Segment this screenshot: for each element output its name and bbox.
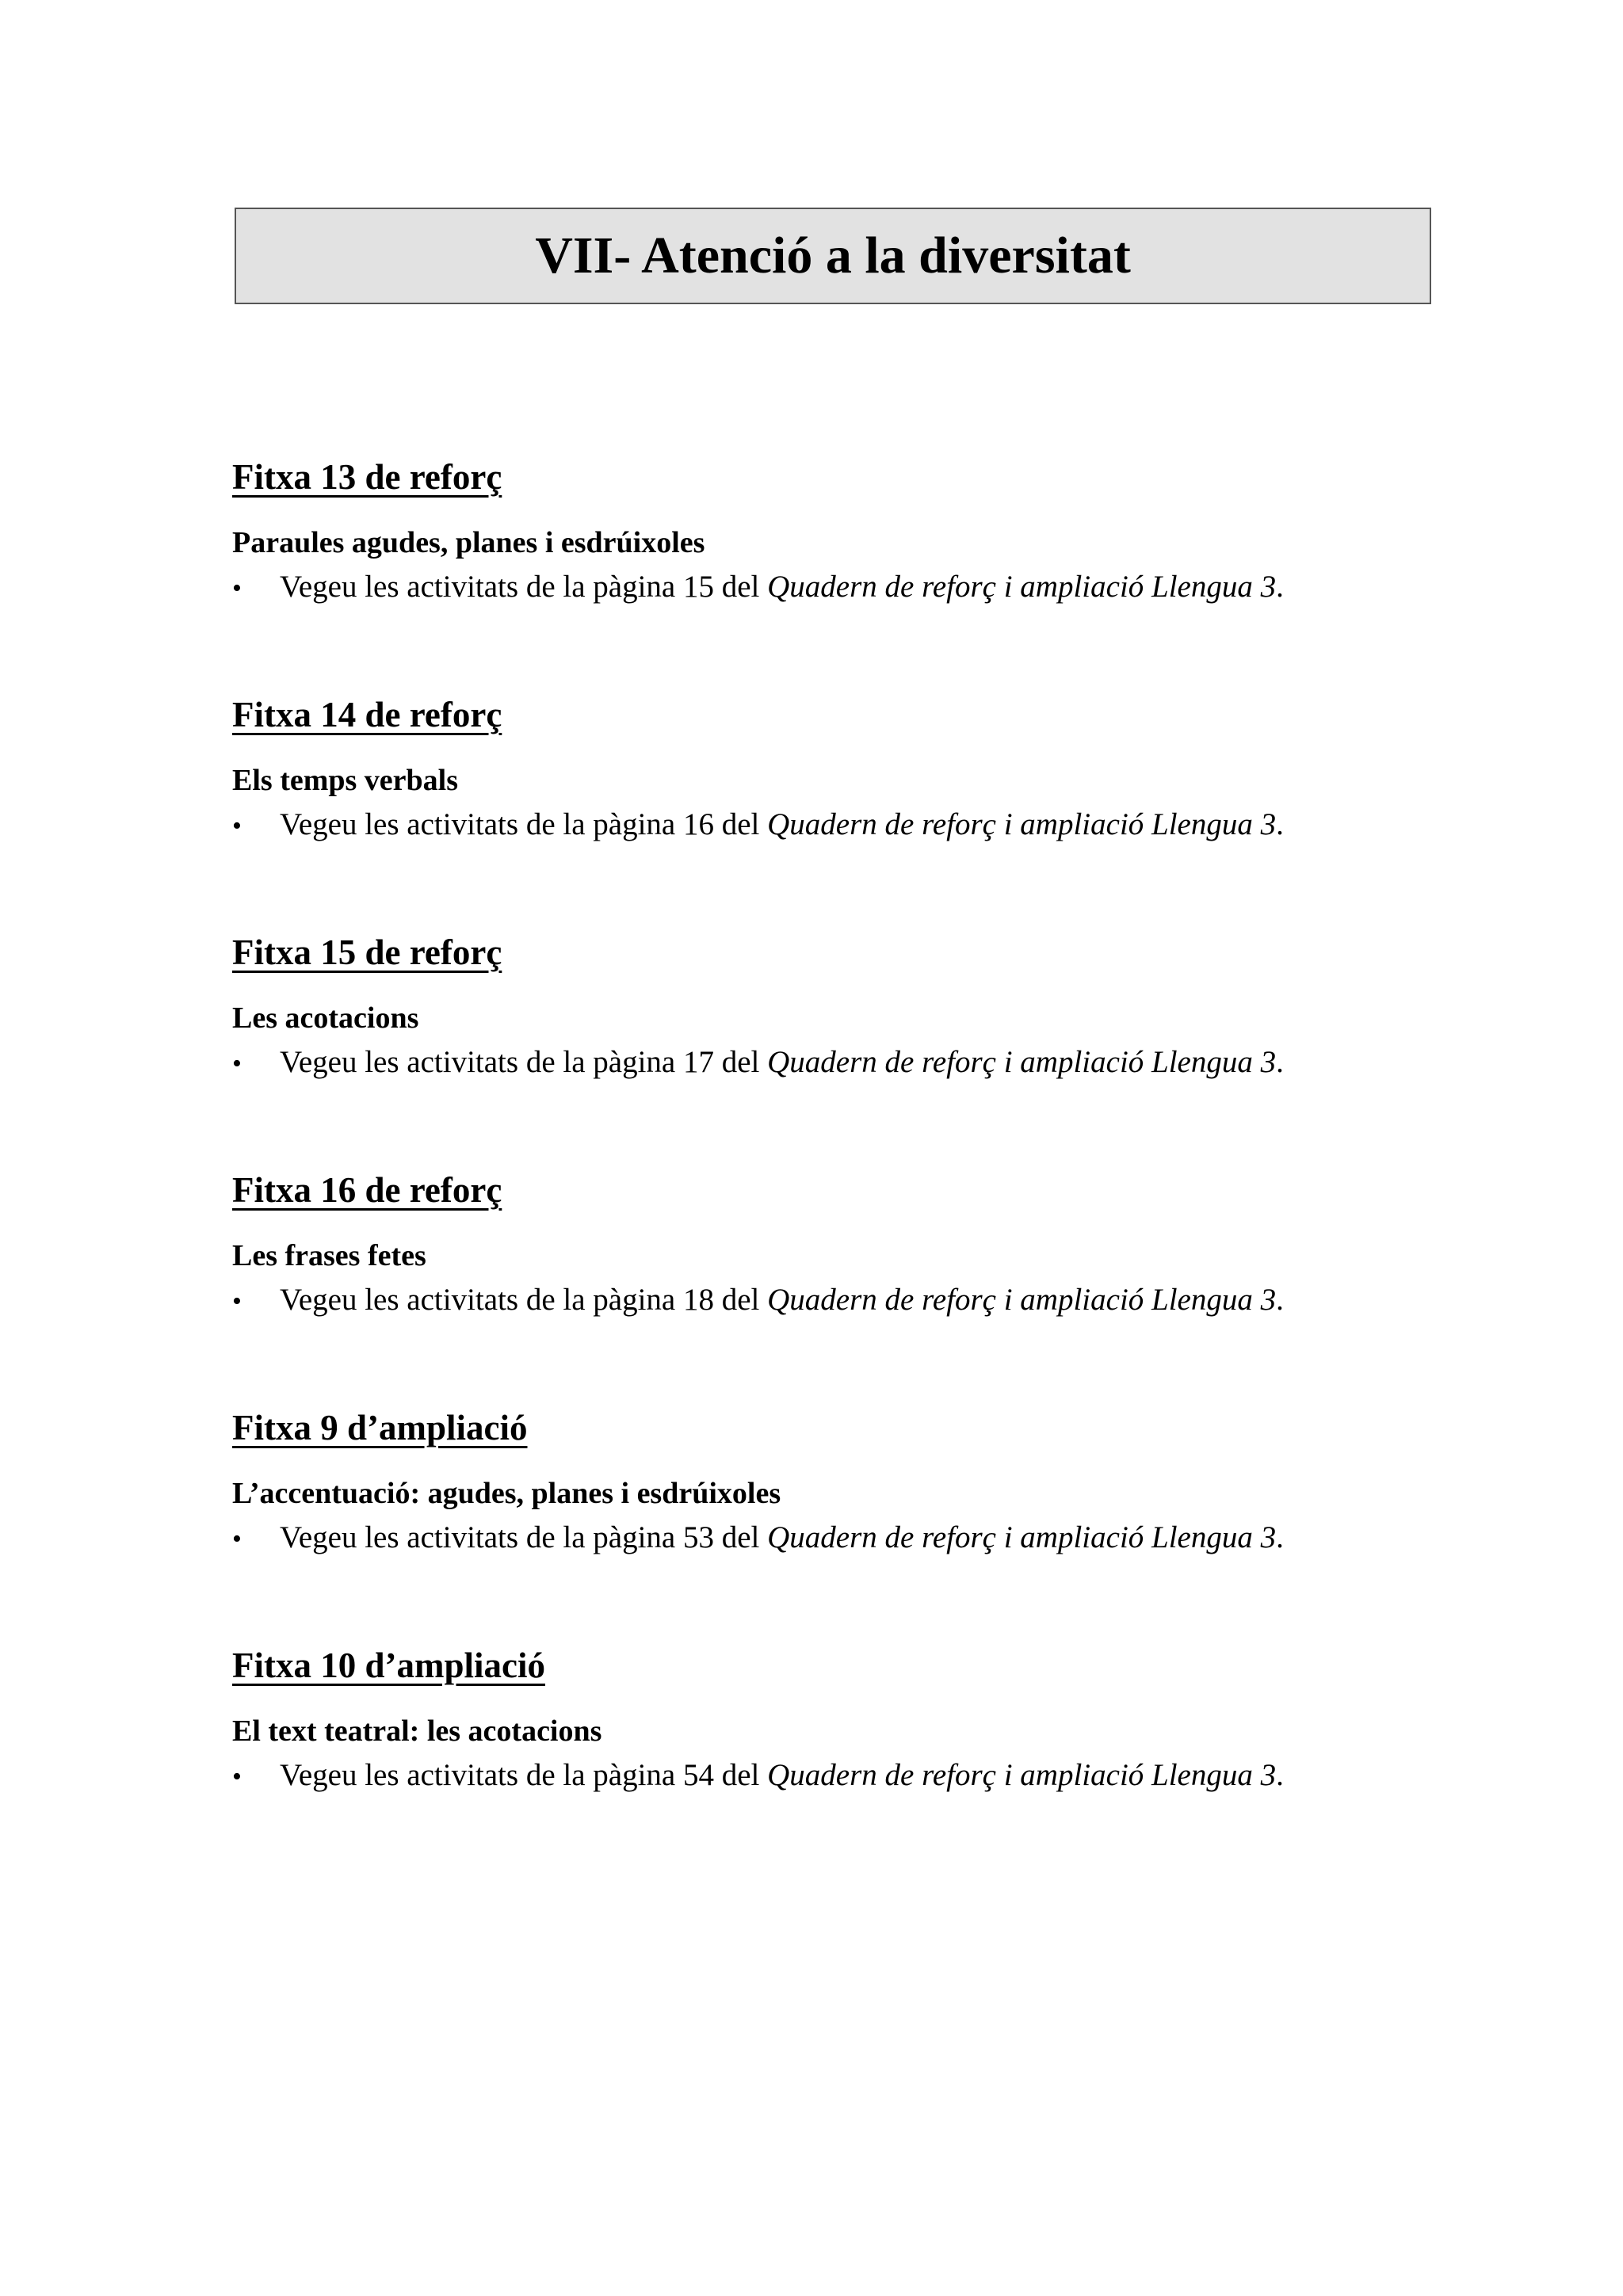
bullet-icon: • — [232, 811, 242, 841]
sections-list — [232, 448, 1532, 1875]
section-heading: Fitxa 9 d’ampliació — [232, 1408, 528, 1447]
section-subtitle: Les acotacions — [232, 1001, 419, 1035]
bullet-item — [232, 1284, 1532, 1315]
section-subtitle: El text teatral: les acotacions — [232, 1714, 602, 1748]
bullet-text-prefix: Vegeu les activitats de la pàgina 54 del — [280, 1758, 768, 1792]
bullet-text-suffix: . — [1276, 1758, 1284, 1792]
bullet-item — [232, 1760, 1532, 1791]
title-box — [235, 208, 1431, 304]
bullet-item — [232, 809, 1532, 840]
bullet-text — [280, 1760, 1284, 1791]
bullet-icon: • — [232, 1049, 242, 1078]
bullet-item — [232, 571, 1532, 602]
book-title: Quadern de reforç i ampliació Llengua 3 — [767, 1283, 1277, 1317]
section-heading: Fitxa 14 de reforç — [232, 695, 502, 734]
section-fitxa-15-reforc — [232, 924, 1532, 1161]
bullet-text-prefix: Vegeu les activitats de la pàgina 18 del — [280, 1283, 768, 1317]
section-heading: Fitxa 10 d’ampliació — [232, 1646, 545, 1685]
bullet-text — [280, 1522, 1284, 1553]
bullet-text-suffix: . — [1276, 570, 1284, 604]
bullet-text-suffix: . — [1276, 1283, 1284, 1317]
section-fitxa-10-ampliacio — [232, 1637, 1532, 1875]
section-heading: Fitxa 13 de reforç — [232, 457, 502, 497]
section-fitxa-9-ampliacio — [232, 1399, 1532, 1637]
bullet-text — [280, 1284, 1284, 1315]
section-fitxa-13-reforc — [232, 448, 1532, 686]
bullet-text-suffix: . — [1276, 1045, 1284, 1079]
section-subtitle: Paraules agudes, planes i esdrúixoles — [232, 526, 705, 559]
book-title: Quadern de reforç i ampliació Llengua 3 — [767, 1758, 1277, 1792]
bullet-text — [280, 1047, 1284, 1077]
bullet-text — [280, 571, 1284, 602]
section-fitxa-14-reforc — [232, 686, 1532, 924]
book-title: Quadern de reforç i ampliació Llengua 3 — [767, 1520, 1277, 1554]
bullet-item — [232, 1522, 1532, 1553]
page-title: VII- Atenció a la diversitat — [535, 227, 1131, 284]
section-fitxa-16-reforc — [232, 1161, 1532, 1399]
section-subtitle: L’accentuació: agudes, planes i esdrúixoles — [232, 1477, 781, 1510]
bullet-text-suffix: . — [1276, 1520, 1284, 1554]
bullet-text — [280, 809, 1284, 840]
section-heading: Fitxa 15 de reforç — [232, 933, 502, 972]
book-title: Quadern de reforç i ampliació Llengua 3 — [767, 570, 1277, 604]
bullet-text-prefix: Vegeu les activitats de la pàgina 15 del — [280, 570, 768, 604]
bullet-text-prefix: Vegeu les activitats de la pàgina 17 del — [280, 1045, 768, 1079]
bullet-icon: • — [232, 1524, 242, 1554]
bullet-item — [232, 1047, 1532, 1077]
bullet-icon: • — [232, 574, 242, 603]
section-subtitle: Les frases fetes — [232, 1239, 426, 1272]
bullet-text-suffix: . — [1276, 807, 1284, 841]
book-title: Quadern de reforç i ampliació Llengua 3 — [767, 807, 1277, 841]
section-heading: Fitxa 16 de reforç — [232, 1170, 502, 1210]
bullet-icon: • — [232, 1287, 242, 1316]
bullet-icon: • — [232, 1762, 242, 1791]
book-title: Quadern de reforç i ampliació Llengua 3 — [767, 1045, 1277, 1079]
bullet-text-prefix: Vegeu les activitats de la pàgina 53 del — [280, 1520, 768, 1554]
section-subtitle: Els temps verbals — [232, 764, 458, 797]
bullet-text-prefix: Vegeu les activitats de la pàgina 16 del — [280, 807, 768, 841]
